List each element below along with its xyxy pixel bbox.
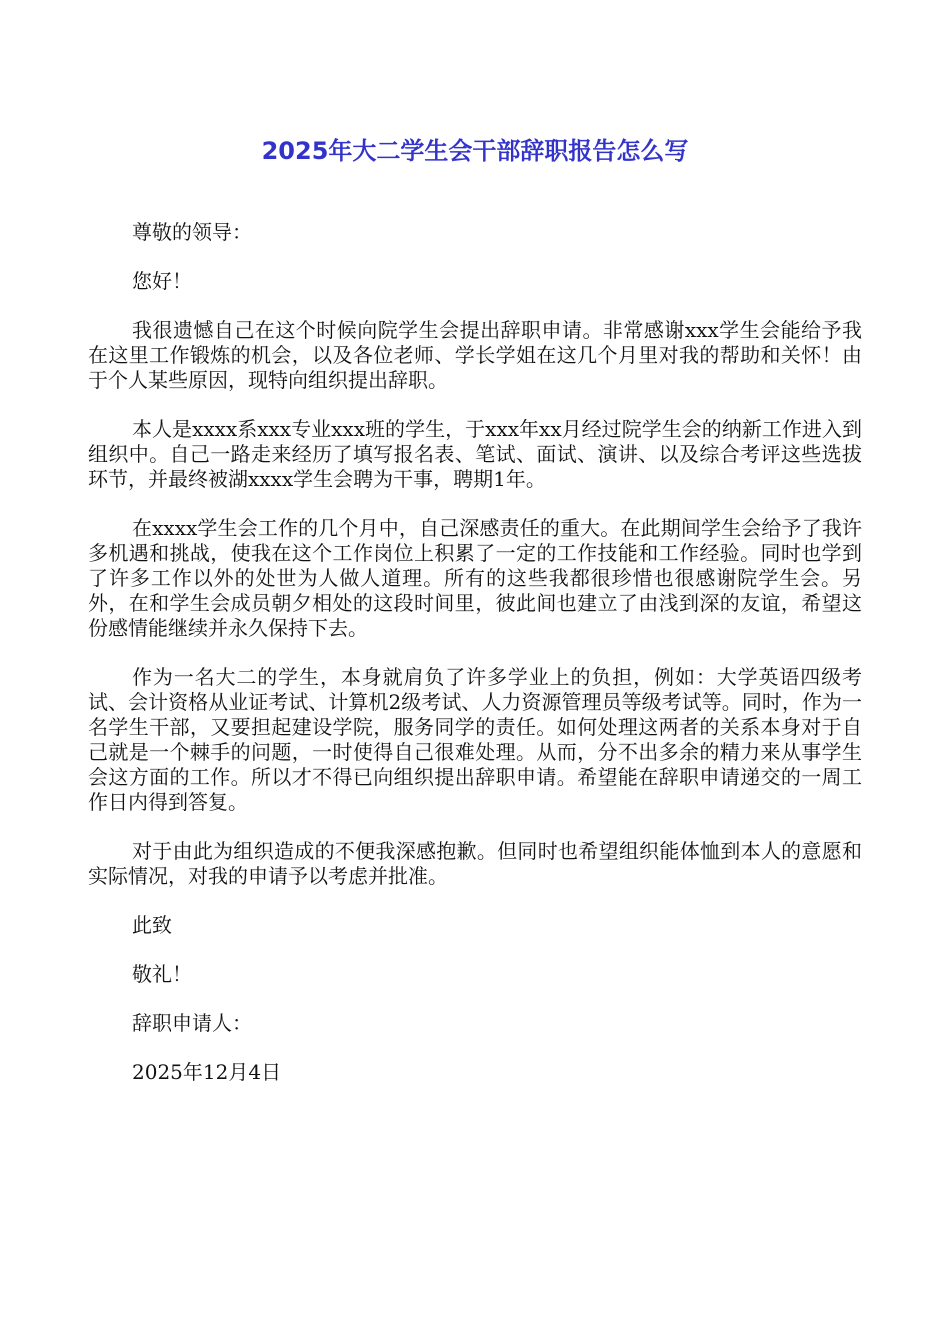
closing-line-2: 敬礼！ [132, 962, 192, 986]
paragraph: 作为一名大二的学生，本身就肩负了许多学业上的负担，例如：大学英语四级考试、会计资格从业证考试、计算机2级考试、人力资源管理员等级考试等。同时，作为一名学生干部，又要担起建设学院，服务同学的责任。如何处理这两者的关系本身对于自己就是一个棘手的问题，一时使得自己很难处理。从而，分不出多余的精力来从事学生会这方面的工作。所以才不得已向组织提出辞职申请。希望能在辞职申请递交的一周工作日内得到答复。 [88, 665, 862, 814]
paragraph: 我很遗憾自己在这个时候向院学生会提出辞职申请。非常感谢xxx学生会能给予我在这里工作锻炼的机会，以及各位老师、学长学姐在这几个月里对我的帮助和关怀！由于个人某些原因，现特向组织提出辞职。 [88, 318, 862, 392]
paragraph: 本人是xxxx系xxx专业xxx班的学生，于xxx年xx月经过院学生会的纳新工作进入到组织中。自己一路走来经历了填写报名表、笔试、面试、演讲、以及综合考评这些选拔环节，并最终被湖xxxx学生会聘为干事，聘期1年。 [88, 417, 862, 491]
paragraph: 对于由此为组织造成的不便我深感抱歉。但同时也希望组织能体恤到本人的意愿和实际情况，对我的申请予以考虑并批准。 [88, 839, 862, 888]
greeting: 您好！ [132, 269, 192, 293]
closing-line-1: 此致 [132, 913, 172, 937]
signature-label: 辞职申请人： [132, 1011, 252, 1035]
document-title: 2025年大二学生会干部辞职报告怎么写 [261, 137, 689, 165]
salutation: 尊敬的领导： [132, 220, 252, 244]
paragraph: 在xxxx学生会工作的几个月中，自己深感责任的重大。在此期间学生会给予了我许多机遇和挑战，使我在这个工作岗位上积累了一定的工作技能和工作经验。同时也学到了许多工作以外的处世为人做人道理。所有的这些我都很珍惜也很感谢院学生会。另外，在和学生会成员朝夕相处的这段时间里，彼此间也建立了由浅到深的友谊，希望这份感情能继续并永久保持下去。 [88, 516, 862, 640]
letter-body [88, 220, 862, 1109]
date-line: 2025年12月4日 [132, 1060, 282, 1084]
